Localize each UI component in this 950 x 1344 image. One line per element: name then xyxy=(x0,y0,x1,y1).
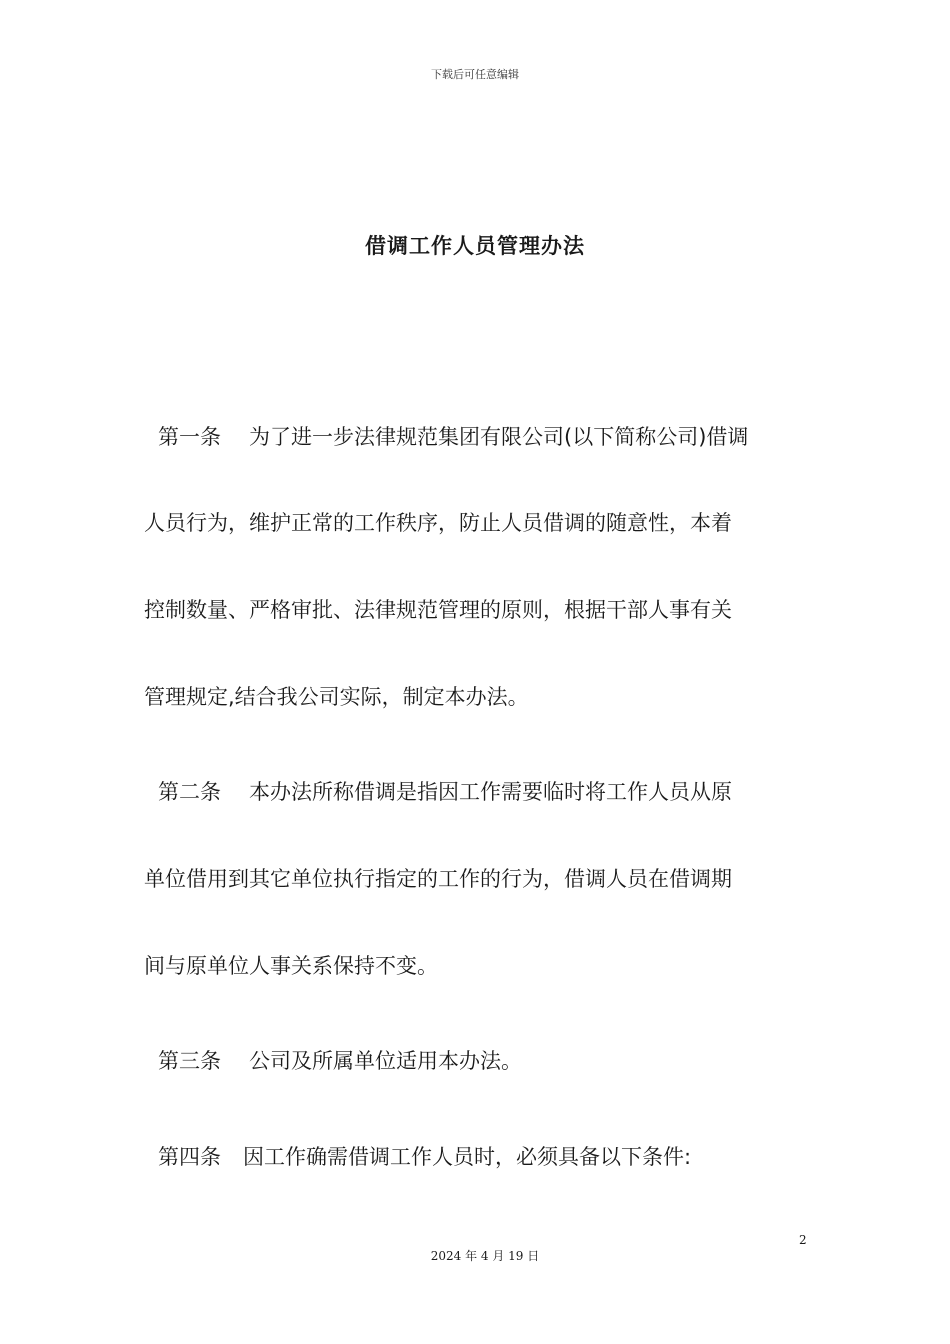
article-2-label: 第二条 xyxy=(158,780,221,804)
footer-date: 2024 年 4 月 19 日 xyxy=(430,1249,540,1263)
article-4-label: 第四条 xyxy=(158,1145,221,1169)
article-2-line-2: 单位借用到其它单位执行指定的工作的行为，借调人员在借调期 xyxy=(144,867,732,891)
document-title: 借调工作人员管理办法 xyxy=(365,234,585,258)
article-3-first-line xyxy=(158,1046,522,1076)
article-3-text: 公司及所属单位适用本办法。 xyxy=(249,1049,522,1073)
page-number: 2 xyxy=(799,1233,807,1247)
article-2-line-3: 间与原单位人事关系保持不变。 xyxy=(144,954,438,978)
article-2-first-line xyxy=(158,777,732,807)
article-3-label: 第三条 xyxy=(158,1049,221,1073)
page-header-note: 下载后可任意编辑 xyxy=(431,68,519,81)
article-1-line-3: 控制数量、严格审批、法律规范管理的原则，根据干部人事有关 xyxy=(144,598,732,622)
article-4-text: 因工作确需借调工作人员时，必须具备以下条件: xyxy=(243,1145,692,1169)
article-2-text-start: 本办法所称借调是指因工作需要临时将工作人员从原 xyxy=(249,780,732,804)
article-1-text-start: 为了进一步法律规范集团有限公司(以下简称公司)借调 xyxy=(249,425,749,449)
article-1-line-4: 管理规定,结合我公司实际，制定本办法。 xyxy=(144,685,529,709)
article-1-label: 第一条 xyxy=(158,425,221,449)
article-1-first-line xyxy=(158,422,748,452)
article-4-first-line xyxy=(158,1142,691,1172)
article-1-line-2: 人员行为，维护正常的工作秩序，防止人员借调的随意性，本着 xyxy=(144,511,732,535)
